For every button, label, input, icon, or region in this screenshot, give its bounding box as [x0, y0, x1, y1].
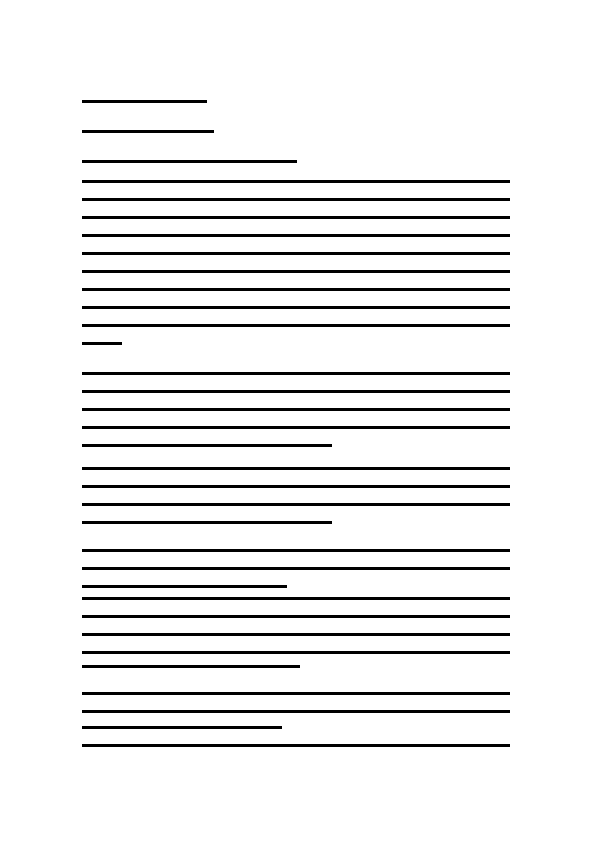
- intro-line-line: [82, 160, 297, 163]
- paragraph-1-line-4: [82, 234, 510, 237]
- paragraph-2-line-3: [82, 408, 510, 411]
- paragraph-3-line-4: [82, 521, 332, 524]
- paragraph-6-line-3: [82, 726, 282, 729]
- paragraph-6-line-1: [82, 692, 510, 695]
- paragraph-5-line-4: [82, 651, 510, 654]
- paragraph-4-line-3: [82, 585, 287, 588]
- paragraph-5: [82, 597, 512, 669]
- paragraph-3: [82, 467, 512, 527]
- paragraph-5-line-2: [82, 615, 510, 618]
- paragraph-1-line-8: [82, 306, 510, 309]
- paragraph-6: [82, 692, 512, 732]
- paragraph-1-line-1: [82, 180, 510, 183]
- document-intro-line: [82, 156, 512, 168]
- paragraph-1-line-2: [82, 198, 510, 201]
- paragraph-3-line-2: [82, 485, 510, 488]
- paragraph-2-line-5: [82, 444, 332, 447]
- heading-line: [82, 100, 207, 103]
- paragraph-1-line-3: [82, 216, 510, 219]
- paragraph-4: [82, 549, 512, 589]
- paragraph-1-line-7: [82, 288, 510, 291]
- paragraph-7-line-1: [82, 744, 510, 747]
- paragraph-4-line-1: [82, 549, 510, 552]
- paragraph-5-line-1: [82, 597, 510, 600]
- document-heading: [82, 96, 512, 108]
- paragraph-1-line-5: [82, 252, 510, 255]
- date-line-line: [82, 130, 214, 133]
- paragraph-7: [82, 744, 512, 756]
- paragraph-3-line-3: [82, 503, 510, 506]
- paragraph-5-line-5: [82, 665, 300, 668]
- paragraph-6-line-2: [82, 710, 510, 713]
- document-date-line: [82, 126, 512, 138]
- paragraph-1-line-10: [82, 342, 122, 345]
- paragraph-2-line-1: [82, 372, 510, 375]
- paragraph-4-line-2: [82, 567, 510, 570]
- paragraph-2-line-4: [82, 426, 510, 429]
- paragraph-1-line-9: [82, 324, 510, 327]
- paragraph-2: [82, 372, 512, 452]
- paragraph-5-line-3: [82, 633, 510, 636]
- paragraph-1-line-6: [82, 270, 510, 273]
- paragraph-2-line-2: [82, 390, 510, 393]
- paragraph-1: [82, 180, 512, 350]
- paragraph-3-line-1: [82, 467, 510, 470]
